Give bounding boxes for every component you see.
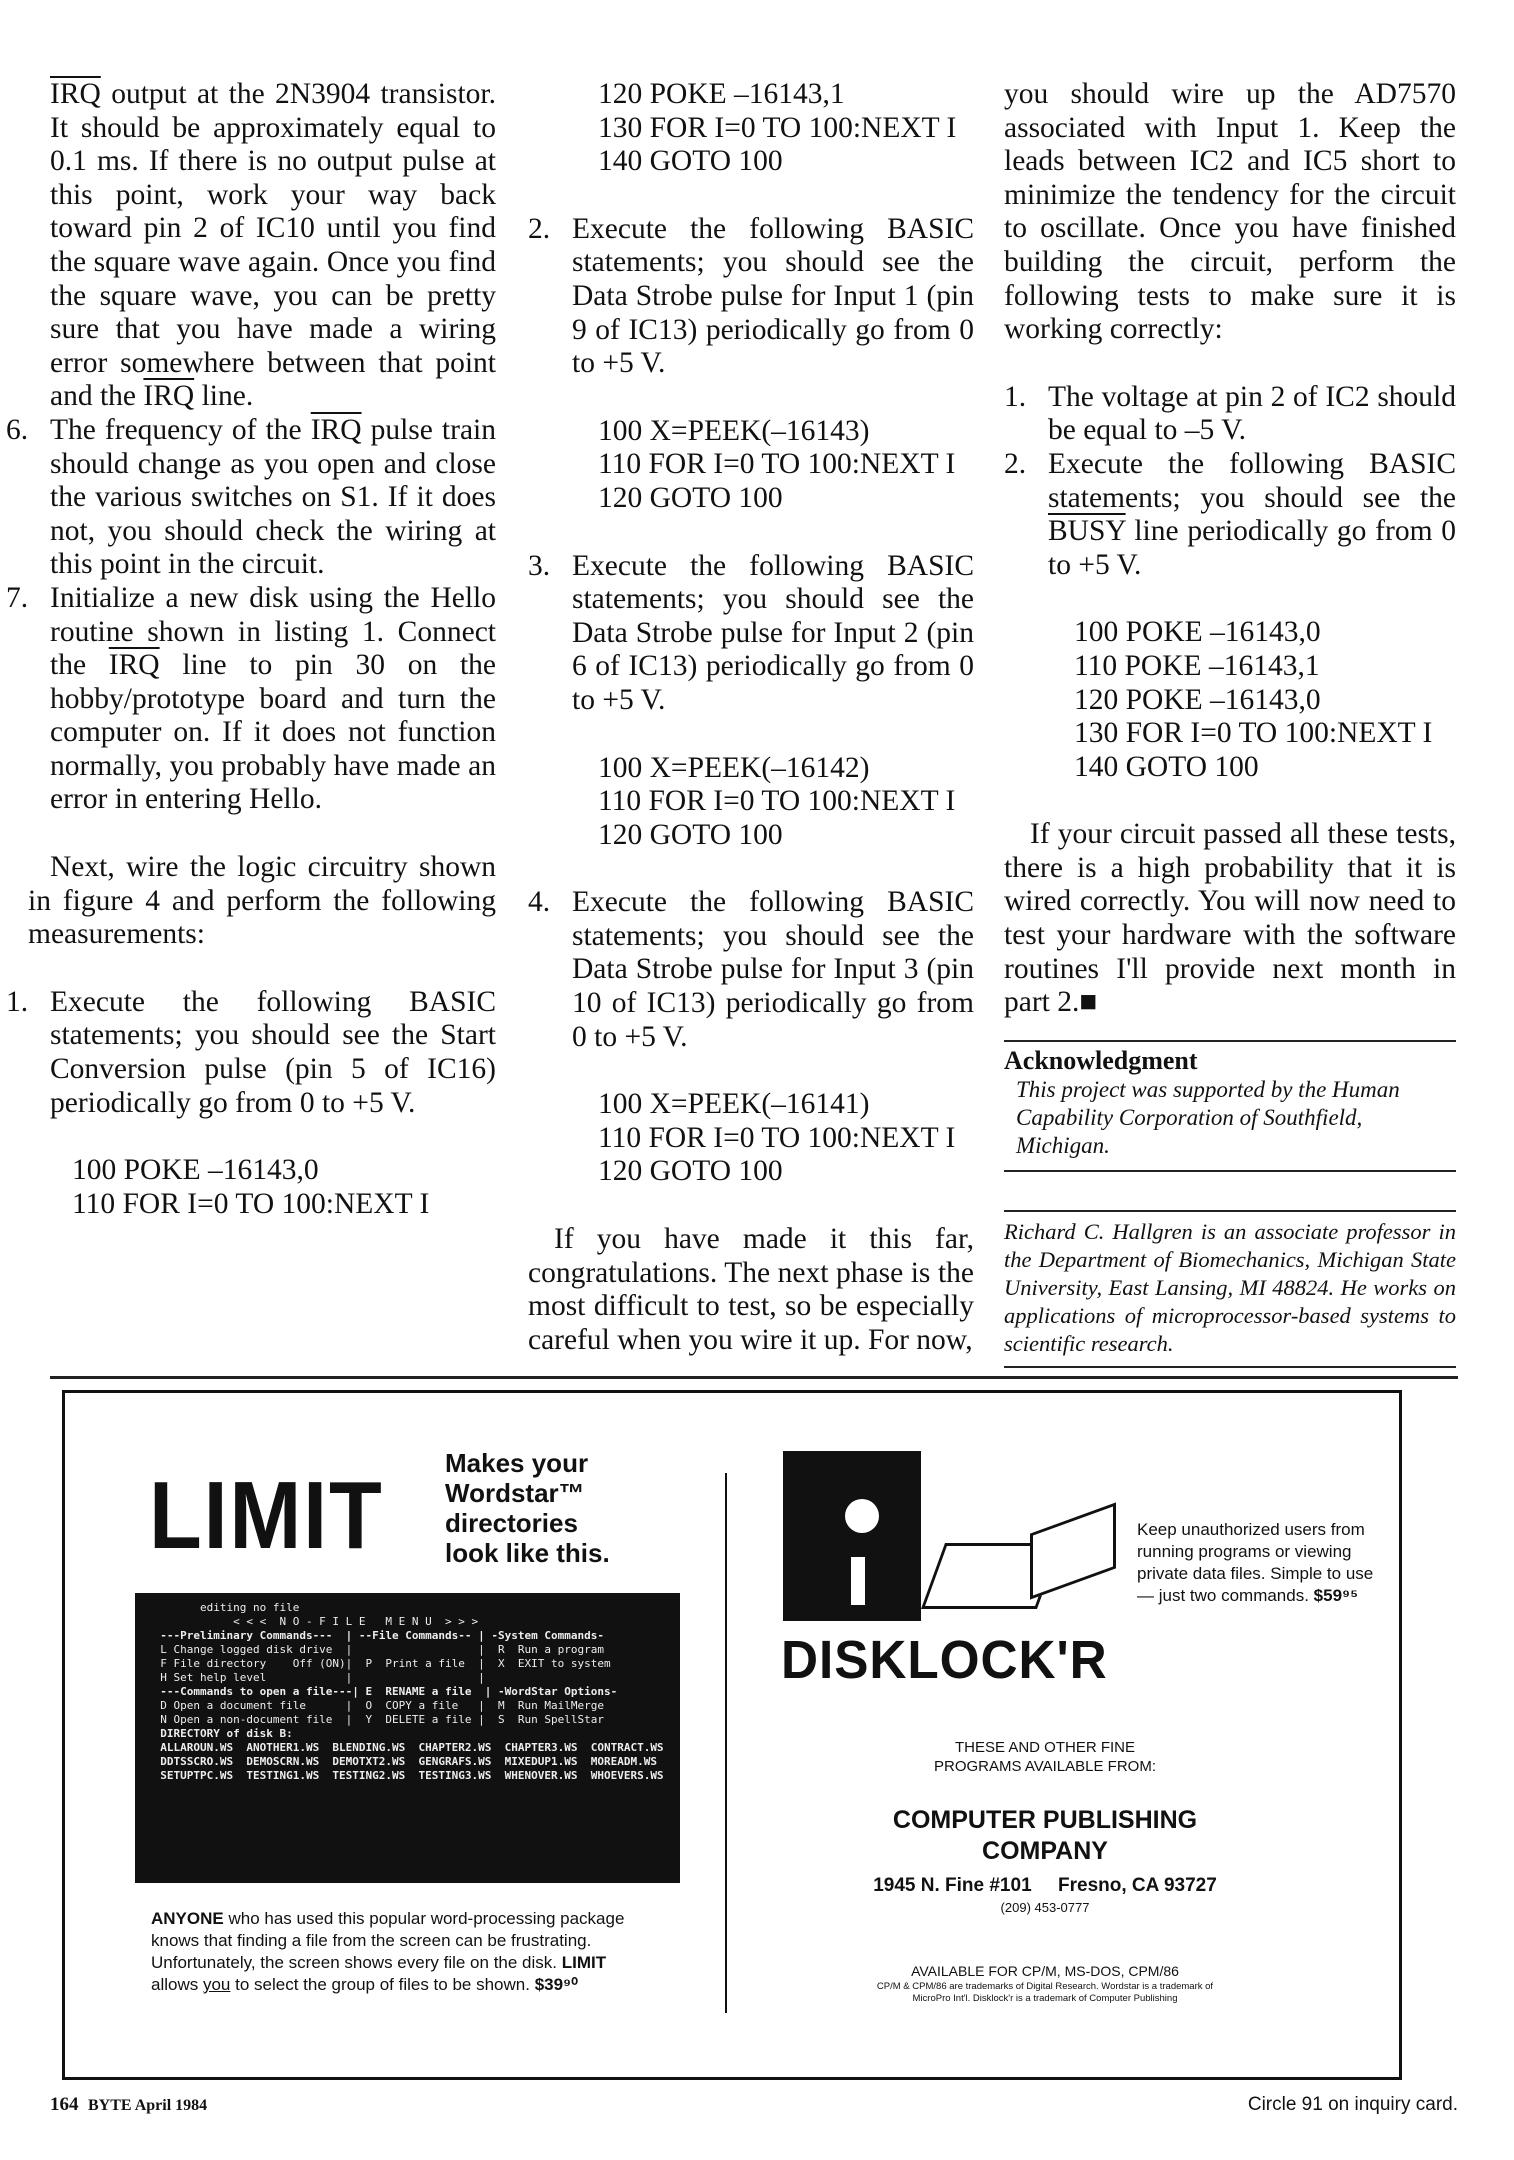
availability [825,1738,1265,1776]
text: Execute the following BASIC statements; you should see the Data Strobe pulse for Input 1 (pin 9 of IC13) periodically go from 0 to +5 V. [572,212,974,380]
code-block [528,752,974,853]
text: ANYONE [151,1909,224,1928]
code-line: 110 FOR I=0 TO 100:NEXT I [72,1187,430,1220]
screen-line: N Open a non-document file | Y DELETE a file | S Run SpellStar [147,1713,604,1726]
wordstar-screenshot [135,1593,680,1883]
divider [1004,1366,1456,1368]
company-phone: (209) 453-0777 [1000,1900,1090,1915]
text: COMPANY [982,1837,1108,1865]
ad-divider [725,1473,727,2013]
code-line: 120 POKE –16143,1 [598,78,845,110]
end-mark: ■ [1079,986,1098,1019]
limit-tagline [445,1448,610,1568]
screen-line: editing no file [147,1601,300,1614]
text: Execute the following BASIC statements; you should see the Data Strobe pulse for Input 3 (pin 10 of IC13) periodically go from 0 to +5 V. [572,886,974,1053]
text: Execute the following BASIC statements; you should see the [1048,447,1456,514]
code-line: 110 FOR I=0 TO 100:NEXT I [598,785,956,818]
text: output at the 2N3904 transistor. It should be approximately equal to 0.1 ms. If there is no output pulse at this point, work your way back toward pin 2 of IC10 until you find the square wave again. Once you find the square wave, you can be pretty sure that you have made a wiring error somewhere between that point and the [50,78,496,413]
code-block [50,1154,496,1221]
inquiry-note: Circle 91 on inquiry card. [1247,2094,1458,2115]
floppy-disk-icon [783,1451,921,1621]
column-1 [6,78,496,1221]
limit-price: $39⁹⁰ [534,1975,578,1994]
text: If your circuit passed all these tests, there is a high probability that it is wired correctly. You will now need to test your hardware with the software routines I'll provide next month in part 2. [1004,818,1456,1019]
tagline-line: look like this. [445,1538,610,1568]
text: LIMIT [561,1953,607,1972]
text: The frequency of the [50,413,311,446]
text: to select the group of files to be shown. [230,1975,535,1994]
disklockr-logo: DISKLOCK'R [781,1630,1108,1690]
list-item [6,582,496,817]
code-line: 130 FOR I=0 TO 100:NEXT I [598,111,957,144]
code-line: 140 GOTO 100 [598,145,783,178]
screen-line: H Set help level | | [147,1671,485,1684]
screen-line: ---Commands to open a file---| E RENAME a file | -WordStar Options- [147,1685,618,1698]
code-line: 120 GOTO 100 [598,481,783,514]
disklockr-description [1137,1519,1377,1607]
code-line: 120 GOTO 100 [598,818,783,851]
screen-line: L Change logged disk drive | | R Run a program [147,1643,604,1656]
page-divider [50,1376,1458,1379]
text: pulse train should change as you open and close the various switches on S1. If it does not, you should check the wiring at this point in the circuit. [50,413,496,581]
item-number: 1. [1004,380,1027,413]
irq-signal: $\overline{IRQ}$ [50,78,101,110]
magazine-issue: BYTE April 1984 [88,2097,208,2114]
item-number: 3. [528,549,551,582]
acknowledgment [1004,1042,1456,1170]
trademark-notice: CP/M & CPM/86 are trademarks of Digital Research. Wordstar is a trademark of MicroPro Int'l. Disklock'r is a trademark of Computer Publishing [876,1981,1214,2004]
tagline-line: directories [445,1508,578,1538]
busy-signal: BUSY [1048,515,1126,548]
tagline-line: Makes your [445,1448,589,1478]
platforms: AVAILABLE FOR CP/M, MS-DOS, CPM/86 [911,1963,1179,1979]
code-block [528,1088,974,1189]
paragraph [1004,818,1456,1020]
text: line to pin 30 on the hobby/prototype board and turn the computer on. If it does not function normally, you probably have made an error in entering Hello. [50,649,496,816]
item-number: 4. [528,886,551,919]
advertisement [62,1390,1402,2080]
list-item [528,550,974,718]
list-item [6,986,496,1120]
list-item [1004,448,1456,582]
screen-line: D Open a document file | O COPY a file | M Run MailMerge [147,1699,604,1712]
screen-line: ---Preliminary Commands--- | --File Commands-- | -System Commands- [147,1629,604,1642]
screen-line: DIRECTORY of disk B: [147,1727,293,1740]
code-line: 100 POKE –16143,0 [1074,616,1321,649]
list-item [1004,381,1456,448]
item-number: 7. [6,581,29,614]
text: The voltage at pin 2 of IC2 should be equal to –5 V. [1048,380,1456,447]
list-item [528,213,974,381]
paragraph: Next, wire the logic circuitry shown in figure 4 and perform the following measurements: [28,851,496,951]
paragraph: you should wire up the AD7570 associated with Input 1. Keep the leads between IC2 and IC5 short to minimize the tendency for the circuit to oscillate. Once you have finished building the circuit, perform the following tests to make sure it is working correctly: [1004,78,1456,346]
code-line: 100 X=PEEK(–16142) [598,751,870,784]
text: Keep unauthorized users from running programs or viewing private data files. Simple to use — just two commands. [1137,1520,1374,1605]
paragraph: If you have made it this far, congratulations. The next phase is the most difficult to test, so be especially careful when you wire it up. For now, [528,1223,974,1356]
lock-body-icon [1030,1502,1116,1599]
code-line: 140 GOTO 100 [1074,750,1259,783]
code-block [1004,616,1456,784]
acknowledgment-text: This project was supported by the Human Capability Corporation of Southfield, Michigan. [1016,1076,1400,1158]
screen-line: ALLAROUN.WS ANOTHER1.WS BLENDING.WS CHAPTER2.WS CHAPTER3.WS CONTRACT.WS [147,1741,664,1754]
text: you [202,1975,231,1994]
list-item [6,414,496,582]
text: who has used this popular word-processing package knows that finding a file from the screen can be frustrating. Unfortunately, the screen shows every file on the disk. [151,1909,625,1972]
irq-signal: $\overline{IRQ}$ [108,649,160,682]
item-number: 6. [6,413,29,446]
text: line. [194,380,254,413]
screen-line: DDTSSCRO.WS DEMOSCRN.WS DEMOTXT2.WS GENGRAFS.WS MIXEDUP1.WS MOREADM.WS [147,1755,657,1768]
text: Execute the following BASIC statements; you should see the Start Conversion pulse (pin 5 of IC16) periodically go from 0 to +5 V. [50,985,496,1119]
limit-logo: LIMIT [149,1462,384,1569]
irq-signal: $\overline{IRQ}$ [310,413,362,446]
text: allows [151,1975,203,1994]
page-footer [50,2094,207,2116]
code-line: 100 X=PEEK(–16143) [598,414,870,447]
tagline-line: Wordstar™ [445,1478,585,1508]
page-number: 164 [50,2094,79,2115]
screen-line: SETUPTPC.WS TESTING1.WS TESTING2.WS TESTING3.WS WHENOVER.WS WHOEVERS.WS [147,1769,664,1782]
limit-description [151,1908,651,1996]
column-3 [1004,78,1456,1368]
screen-line: F File directory Off (ON)| P Print a file | X EXIT to system [147,1657,611,1670]
paragraph [50,78,496,414]
item-number: 2. [1004,447,1027,480]
code-line: 100 X=PEEK(–16141) [598,1088,870,1121]
code-line: 110 FOR I=0 TO 100:NEXT I [598,1121,956,1154]
acknowledgment-title: Acknowledgment [1004,1045,1198,1075]
text: line periodically go from 0 to +5 V. [1048,515,1456,581]
text: Initialize a new disk using the Hello routine shown in listing 1. Connect the [50,581,496,682]
code-line: 120 POKE –16143,0 [1074,683,1321,716]
code-block [528,78,974,179]
text: PROGRAMS AVAILABLE FROM: [934,1758,1156,1775]
code-line: 110 POKE –16143,1 [1074,649,1320,682]
code-line: 110 FOR I=0 TO 100:NEXT I [598,448,956,481]
author-bio: Richard C. Hallgren is an associate professor in the Department of Biomechanics, Michigan State University, East Lansing, MI 48824. He works on applications of microprocessor-based systems to scientific research. [1004,1218,1456,1356]
item-number: 1. [6,985,29,1018]
item-number: 2. [528,212,551,245]
code-block [528,415,974,516]
list-item [528,886,974,1054]
screen-line: < < < N O - F I L E M E N U > > > [147,1615,479,1628]
text: COMPUTER PUBLISHING [892,1806,1198,1834]
irq-signal: $\overline{IRQ}$ [143,380,195,413]
column-2 [528,78,974,1357]
code-line: 120 GOTO 100 [598,1155,783,1188]
text: Execute the following BASIC statements; you should see the Data Strobe pulse for Input 2 (pin 6 of IC13) periodically go from 0 to +5 V. [572,549,974,716]
disklockr-price: $59⁹⁵ [1313,1586,1359,1605]
text: THESE AND OTHER FINE [954,1739,1136,1756]
company-address: 1945 N. Fine #101 Fresno, CA 93727 [873,1875,1217,1896]
company-name [805,1805,1285,1867]
code-line: 100 POKE –16143,0 [72,1154,319,1187]
code-line: 130 FOR I=0 TO 100:NEXT I [1074,717,1433,750]
